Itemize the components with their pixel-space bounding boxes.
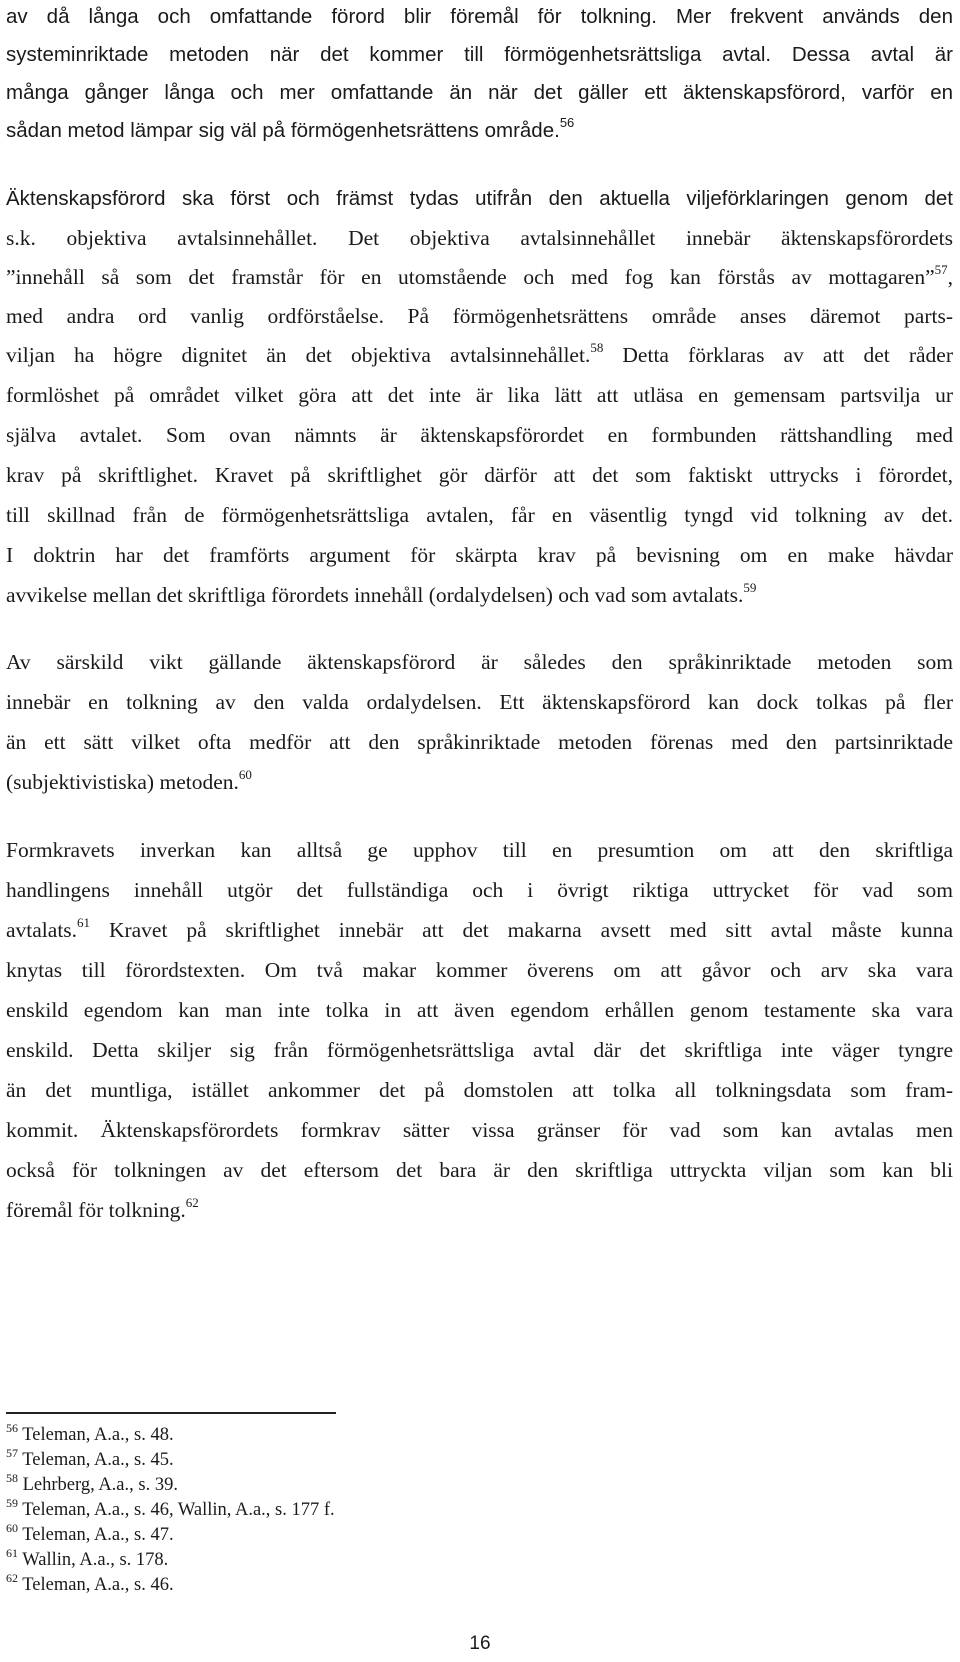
page-number: 16: [469, 1633, 491, 1654]
text-line: I doktrin har det framförts argument för skärpta krav på bevisning om en make hävdar: [6, 543, 953, 567]
text-line: knytas till förordstexten. Om två makar kommer överens om att gåvor och arv ska vara: [6, 958, 953, 982]
text-line: sådan metod lämpar sig väl på förmögenhetsrättens område.$^{56}$: [6, 116, 575, 142]
footnote-ref: 58: [590, 340, 604, 355]
text-line: formlöshet på området vilket göra att det inte är lika lätt att utläsa en gemensam partsvilja ur: [6, 383, 953, 407]
footnote-ref: 56: [559, 116, 575, 131]
text-line: s.k. objektiva avtalsinnehållet. Det objektiva avtalsinnehållet innebär äktenskapsförordets: [6, 226, 953, 250]
footnote-ref: 61: [77, 915, 91, 930]
text-line: Av särskild vikt gällande äktenskapsförord är således den språkinriktade metoden som: [6, 650, 953, 674]
text-line: avtalats.$^{61}$ Kravet på skriftlighet innebär att det makarna avsett med sitt avtal måste kunna: [6, 915, 953, 942]
text-line: än ett sätt vilket ofta medför att den språkinriktade metoden förenas med den partsinriktade: [6, 730, 953, 754]
text-line: själva avtalet. Som ovan nämnts är äktenskapsförordet en formbunden rättshandling med: [6, 423, 953, 447]
text-line: enskild. Detta skiljer sig från förmögenhetsrättsliga avtal där det skriftliga inte väger tyngre: [6, 1038, 953, 1062]
footnote: $^{56}$ Teleman, A.a., s. 48.: [6, 1420, 174, 1445]
text-line: av då långa och omfattande förord blir föremål för tolkning. Mer frekvent används den: [6, 5, 953, 28]
footnote: $^{60}$ Teleman, A.a., s. 47.: [6, 1520, 174, 1545]
text-line: föremål för tolkning.$^{62}$: [6, 1195, 199, 1222]
footnote-ref: 62: [185, 1195, 199, 1210]
text-line: Formkravets inverkan kan alltså ge upphov till en presumtion om att den skriftliga: [6, 838, 953, 862]
footnote-ref: 57: [934, 262, 948, 277]
footnote-ref: 59: [743, 580, 757, 595]
text-line: kommit. Äktenskapsförordets formkrav sätter vissa gränser för vad som kan avtalas men: [6, 1118, 953, 1142]
footnote: $^{59}$ Teleman, A.a., s. 46, Wallin, A.a., s. 177 f.: [6, 1495, 335, 1520]
text-line: Äktenskapsförord ska först och främst tydas utifrån den aktuella viljeförklaringen genom det: [6, 187, 953, 210]
text-line: krav på skriftlighet. Kravet på skriftlighet gör därför att det som faktiskt uttrycks i förordet,: [6, 463, 953, 487]
text-line: också för tolkningen av det eftersom det bara är den skriftliga uttryckta viljan som kan bli: [6, 1158, 953, 1182]
text-line: än det muntliga, istället ankommer det på domstolen att tolka all tolkningsdata som fram-: [6, 1078, 953, 1102]
text-line: handlingens innehåll utgör det fullständiga och i övrigt riktiga uttrycket för vad som: [6, 878, 953, 902]
footnote: $^{61}$ Wallin, A.a., s. 178.: [6, 1545, 169, 1570]
text-line: avvikelse mellan det skriftliga förordets innehåll (ordalydelsen) och vad som avtalats.$^{59}$: [6, 580, 757, 607]
footnote-separator: [6, 1412, 336, 1414]
text-line: med andra ord vanlig ordförståelse. På förmögenhetsrättens område anses däremot parts-: [6, 304, 953, 328]
footnote: $^{57}$ Teleman, A.a., s. 45.: [6, 1445, 174, 1470]
text-line: innebär en tolkning av den valda ordalydelsen. Ett äktenskapsförord kan dock tolkas på fler: [6, 690, 953, 714]
text-line: viljan ha högre dignitet än det objektiva avtalsinnehållet.$^{58}$ Detta förklaras av att det råder: [6, 340, 953, 367]
text-line: enskild egendom kan man inte tolka in att även egendom erhållen genom testamente ska vara: [6, 998, 953, 1022]
text-line: många gånger långa och mer omfattande än när det gäller ett äktenskapsförord, varför en: [6, 81, 953, 104]
text-line: ”innehåll så som det framstår för en utomstående och med fog kan förstås av mottagaren”$^{57}$,: [6, 262, 953, 289]
text-line: systeminriktade metoden när det kommer till förmögenhetsrättsliga avtal. Dessa avtal är: [6, 43, 953, 66]
footnote: $^{62}$ Teleman, A.a., s. 46.: [6, 1570, 174, 1595]
footnote-ref: 60: [238, 767, 252, 782]
text-line: (subjektivistiska) metoden.$^{60}$: [6, 767, 252, 794]
text-line: till skillnad från de förmögenhetsrättsliga avtalen, får en väsentlig tyngd vid tolkning av det.: [6, 503, 953, 527]
footnote: $^{58}$ Lehrberg, A.a., s. 39.: [6, 1470, 178, 1495]
